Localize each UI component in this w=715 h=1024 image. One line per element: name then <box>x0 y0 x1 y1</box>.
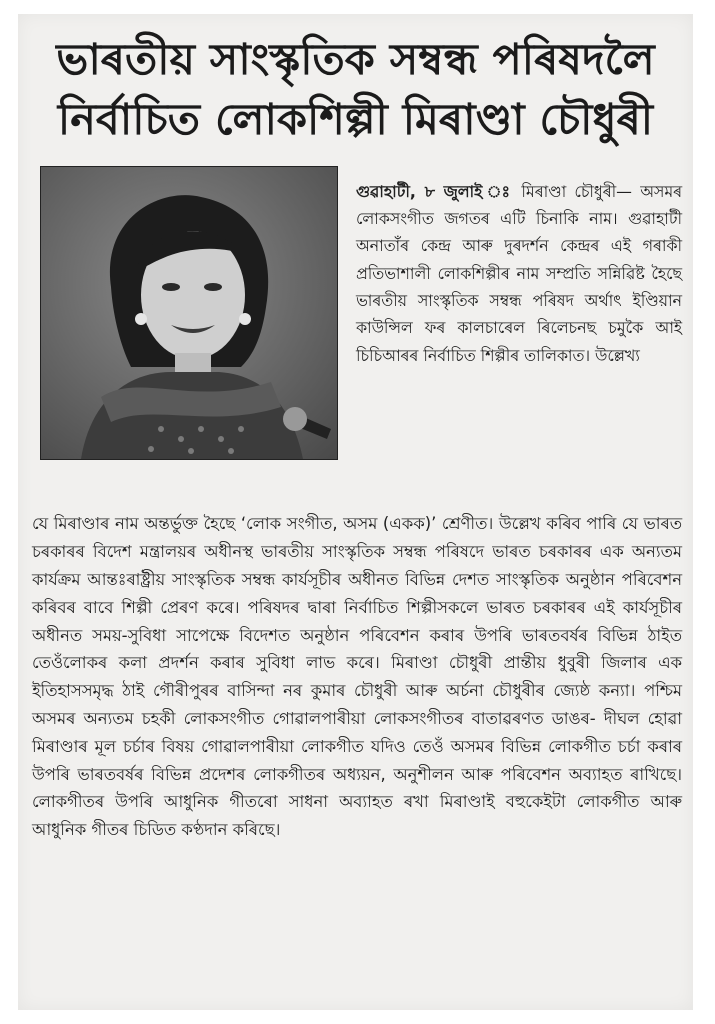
dateline: গুৱাহাটী, ৮ জুলাই ঃ <box>356 181 514 201</box>
lead-text: মিৰাণ্ডা চৌধুৰী— অসমৰ লোকসংগীত জগতৰ এটি চিনাকি নাম। গুৱাহাটী অনাতাঁৰ কেন্দ্ৰ আৰু দুৰদৰ্শন কেন্দ্ৰৰ এই গৰাকী প্ৰতিভাশালী লোকশিল্পীৰ নাম সম্প্ৰতি সন্নিৱিষ্ট হৈছে ভাৰতীয় সাংস্কৃতিক সম্বন্ধ পৰিষদ অৰ্থাৎ ইণ্ডিয়ান কাউন্সিল ফৰ কালচাৰেল ৰিলেচনছ চমুকৈ আই চিচিআৰৰ নিৰ্বাচিত শিল্পীৰ তালিকাত। উল্লেখ্য <box>356 181 682 365</box>
headline <box>28 30 683 150</box>
body-text: যে মিৰাণ্ডাৰ নাম অন্তৰ্ভুক্ত হৈছে ‘লোক সংগীত, অসম (একক)’ শ্ৰেণীত। উল্লেখ কৰিব পাৰি যে ভাৰত চৰকাৰৰ বিদেশ মন্ত্ৰালয়ৰ অধীনস্থ ভাৰতীয় সাংস্কৃতিক সম্বন্ধ পৰিষদে ভাৰত চৰকাৰৰ এক অন্যতম কাৰ্যক্ৰম আন্তঃৰাষ্ট্ৰীয় সাংস্কৃতিক সম্বন্ধ কাৰ্যসূচীৰ অধীনত বিভিন্ন দেশত সাংস্কৃতিক অনুষ্ঠান পৰিবেশন কৰিবৰ বাবে শিল্পী প্ৰেৰণ কৰে। পৰিষদৰ দ্বাৰা নিৰ্বাচিত শিল্পীসকলে ভাৰত চৰকাৰৰ এই কাৰ্যসূচীৰ অধীনত সময়-সুবিধা সাপেক্ষে বিদেশত অনুষ্ঠান পৰিবেশন কৰাৰ উপৰি ভাৰতবৰ্ষৰ বিভিন্ন ঠাইত তেওঁলোকৰ কলা প্ৰদৰ্শন কৰাৰ সুবিধা লাভ কৰে। মিৰাণ্ডা চৌধুৰী প্ৰান্তীয় ধুবুৰী জিলাৰ এক ইতিহাসসমৃদ্ধ ঠাই গৌৰীপুৰৰ বাসিন্দা নৰ কুমাৰ চৌধুৰী আৰু অৰ্চনা চৌধুৰীৰ জ্যেষ্ঠ কন্যা। পশ্চিম অসমৰ অন্যতম চহকী লোকসংগীত গোৱালপাৰীয়া লোকসংগীতৰ বাতাৱৰণত ডাঙৰ- দীঘল হোৱা মিৰাণ্ডাৰ মূল চৰ্চাৰ বিষয় গোৱালপাৰীয়া লোকগীত যদিও তেওঁ অসমৰ বিভিন্ন লোকগীত চৰ্চা কৰাৰ উপৰি ভাৰতবৰ্ষৰ বিভিন্ন প্ৰদেশৰ লোকগীতৰ অধ্যয়ন, অনুশীলন আৰু পৰিবেশন অব্যাহত ৰাখিছে। লোকগীতৰ উপৰি আধুনিক গীতৰো সাধনা অব্যাহত ৰখা মিৰাণ্ডাই বহুকেইটা লোকগীত আৰু আধুনিক গীতৰ চিডিত কণ্ঠদান কৰিছে। <box>32 514 682 840</box>
body-paragraph <box>32 510 682 844</box>
newspaper-clipping <box>18 14 693 1010</box>
headline-line-2: নিৰ্বাচিত লোকশিল্পী মিৰাণ্ডা চৌধুৰী <box>57 95 654 145</box>
lead-paragraph <box>356 178 682 369</box>
headline-line-1: ভাৰতীয় সাংস্কৃতিক সম্বন্ধ পৰিষদলৈ <box>56 35 655 85</box>
portrait-photo <box>40 166 338 460</box>
portrait-image <box>41 167 337 459</box>
